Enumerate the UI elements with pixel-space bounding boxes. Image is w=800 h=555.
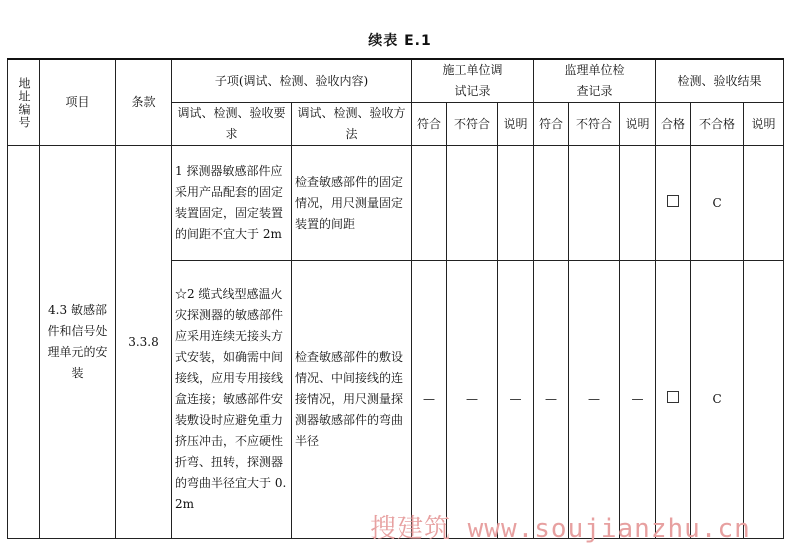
pass-cell (656, 146, 691, 261)
header-item: 项目 (40, 59, 116, 146)
watermark: 搜建筑 www.soujianzhu.cn (370, 514, 751, 544)
header-construction: 施工单位调试记录 (412, 59, 534, 103)
table-row (8, 146, 784, 261)
inspection-table (7, 58, 784, 539)
header-acceptance: 检测、验收结果 (656, 59, 784, 103)
header-sup-note: 说明 (620, 103, 656, 146)
header-cons-note: 说明 (498, 103, 534, 146)
pass-cell (656, 261, 691, 539)
sup-comply-cell (534, 146, 569, 261)
method-cell: 检查敏感部件的敷设情况、中间接线的连接情况，用尺测量探测器敏感部件的弯曲半径 (292, 261, 412, 539)
header-acc-note: 说明 (744, 103, 784, 146)
cons-noncomply-cell (447, 146, 498, 261)
header-cons-noncomply: 不符合 (447, 103, 498, 146)
cons-noncomply-cell: — (447, 261, 498, 539)
method-cell: 检查敏感部件的固定情况，用尺测量固定装置的间距 (292, 146, 412, 261)
cons-note-cell: — (498, 261, 534, 539)
pass-checkbox[interactable] (667, 195, 679, 207)
header-cons-comply: 符合 (412, 103, 447, 146)
header-pass: 合格 (656, 103, 691, 146)
cons-comply-cell: — (412, 261, 447, 539)
sup-note-cell (620, 146, 656, 261)
requirement-cell: ☆2 缆式线型感温火灾探测器的敏感部件应采用连续无接头方式安装，如确需中间接线，应用专用接线盒连接；敏感部件安装敷设时应避免重力挤压冲击，不应硬性折弯、扭转，探测器的弯曲半径宜大于 0.2m (172, 261, 292, 539)
fail-cell: C (691, 261, 744, 539)
header-sup-noncomply: 不符合 (569, 103, 620, 146)
item-cell: 4.3 敏感部件和信号处理单元的安装 (40, 146, 116, 539)
header-method: 调试、检测、验收方法 (292, 103, 412, 146)
addr-cell (8, 146, 40, 539)
table-title: 续表 E.1 (368, 33, 432, 49)
cons-comply-cell (412, 146, 447, 261)
header-clause: 条款 (116, 59, 172, 146)
clause-cell: 3.3.8 (116, 146, 172, 539)
acc-note-cell (744, 146, 784, 261)
header-supervision: 监理单位检查记录 (534, 59, 656, 103)
sup-noncomply-cell (569, 146, 620, 261)
sup-note-cell: — (620, 261, 656, 539)
header-subitem: 子项(调试、检测、验收内容) (172, 59, 412, 103)
cons-note-cell (498, 146, 534, 261)
header-addr: 地址编号 (8, 59, 40, 146)
sup-comply-cell: — (534, 261, 569, 539)
sup-noncomply-cell: — (569, 261, 620, 539)
fail-cell: C (691, 146, 744, 261)
header-requirements: 调试、检测、验收要求 (172, 103, 292, 146)
acc-note-cell (744, 261, 784, 539)
header-fail: 不合格 (691, 103, 744, 146)
requirement-cell: 1 探测器敏感部件应采用产品配套的固定装置固定，固定装置的间距不宜大于 2m (172, 146, 292, 261)
header-sup-comply: 符合 (534, 103, 569, 146)
pass-checkbox[interactable] (667, 391, 679, 403)
